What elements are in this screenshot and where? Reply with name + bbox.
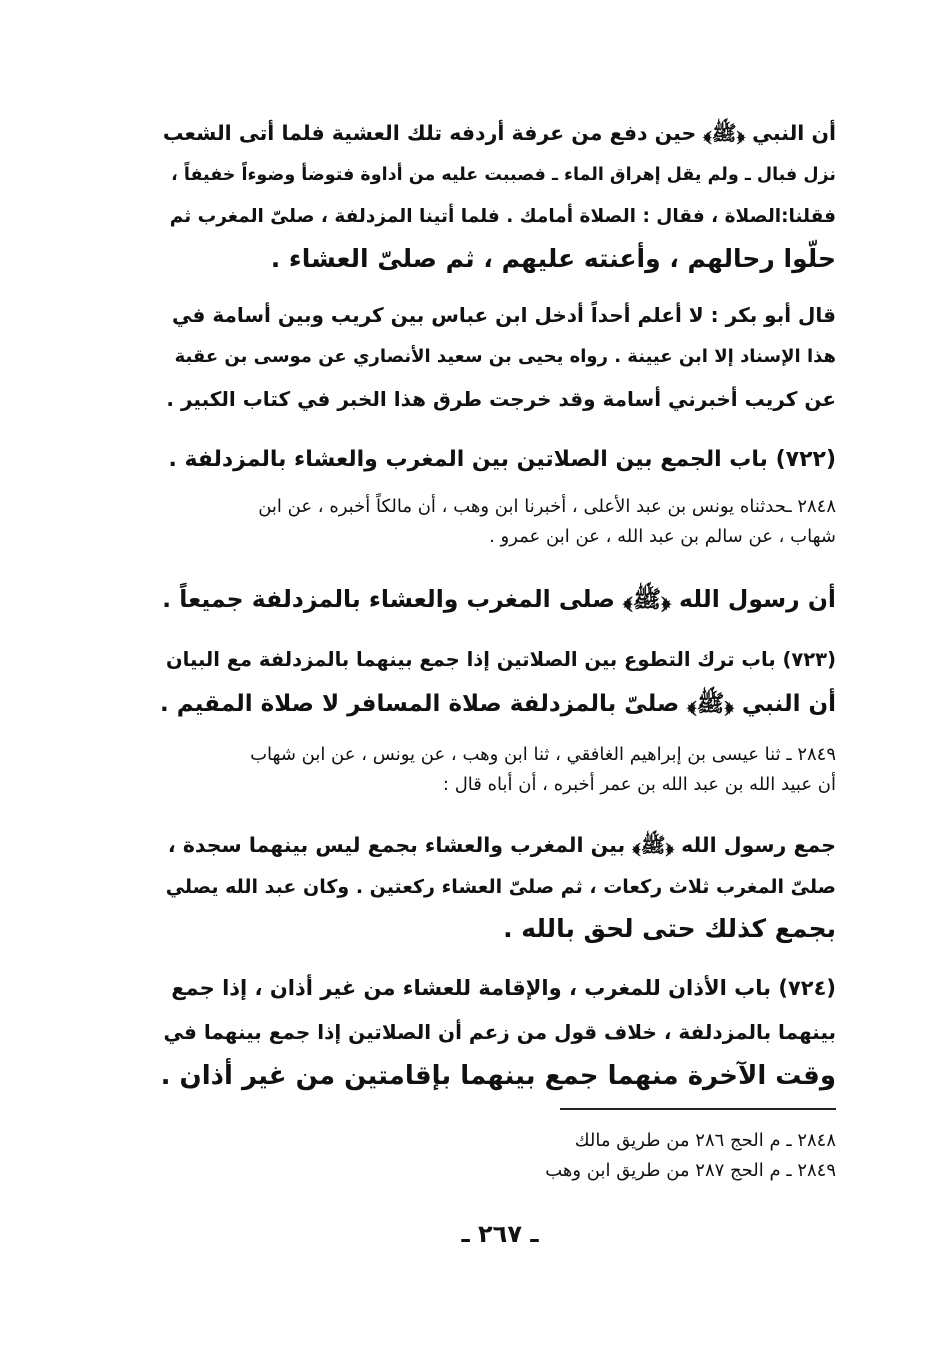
heading-line: وقت الآخرة منهما جمع بينهما بإقامتين من غير أذان . [160, 1061, 836, 1091]
text-line: قال أبو بكر : لا أعلم أحداً أدخل ابن عباس بين كريب وبين أسامة في [172, 303, 836, 327]
paragraph-hadith-text-2849 [160, 824, 836, 950]
footnotes [500, 1126, 836, 1186]
text-line: ٢٨٤٩ ـ ثنا عيسى بن إبراهيم الغافقي ، ثنا ابن وهب ، عن يونس ، عن ابن شهاب [250, 744, 836, 765]
text-line: أن عبيد الله بن عبد الله بن عمر أخبره ، أن أباه قال : [442, 774, 836, 795]
heading-line: بينهما بالمزدلفة ، خلاف قول من زعم أن الصلاتين إذا جمع بينهما في [163, 1020, 836, 1044]
heading-line: أن النبي ﴿ﷺ﴾ صلىّ بالمزدلفة صلاة المسافر لا صلاة المقيم . [160, 691, 836, 717]
text-line: حلّوا رحالهم ، وأعنته عليهم ، ثم صلىّ العشاء . [270, 244, 836, 273]
chapter-heading-723 [160, 638, 836, 726]
hadith-2849-isnad [160, 740, 836, 800]
text-line: جمع رسول الله ﴿ﷺ﴾ بين المغرب والعشاء بجمع ليس بينهما سجدة ، [167, 833, 836, 857]
footnote-2849: ٢٨٤٩ ـ م الحج ٢٨٧ من طريق ابن وهب [545, 1160, 836, 1181]
text-line: عن كريب أخبرني أسامة وقد خرجت طرق هذا الخبر في كتاب الكبير . [166, 387, 836, 411]
chapter-heading-722 [160, 438, 836, 482]
text-line: نزل فبال ـ ولم يقل إهراق الماء ـ فصببت عليه من أداوة فتوضأ وضوءاً خفيفاً ، [171, 165, 836, 185]
paragraph-hadith-text-1 [160, 112, 836, 280]
footnote-2848: ٢٨٤٨ ـ م الحج ٢٨٦ من طريق مالك [574, 1130, 836, 1151]
text-line: شهاب ، عن سالم بن عبد الله ، عن ابن عمرو . [489, 526, 836, 547]
text-line: بجمع كذلك حتى لحق بالله . [503, 914, 836, 943]
chapter-heading-724 [160, 966, 836, 1098]
text-line: ٢٨٤٨ ـحدثناه يونس بن عبد الأعلى ، أخبرنا ابن وهب ، أن مالكاً أخبره ، عن ابن [258, 496, 836, 517]
heading-line: (٧٢٤) باب الأذان للمغرب ، والإقامة للعشاء من غير أذان ، إذا جمع [171, 976, 836, 1000]
page-number: ـ ٢٦٧ ـ [461, 1220, 539, 1248]
paragraph-hadith-text-2848 [160, 578, 836, 620]
text-line: صلىّ المغرب ثلاث ركعات ، ثم صلىّ العشاء ركعتين . وكان عبد الله يصلي [165, 876, 836, 898]
text-line: أن رسول الله ﴿ﷺ﴾ صلى المغرب والعشاء بالمزدلفة جميعاً . [162, 585, 836, 613]
paragraph-abu-bakr-comment [160, 294, 836, 420]
hadith-2848-isnad [160, 492, 836, 552]
footnote-divider [560, 1108, 836, 1110]
text-line: فقلنا:الصلاة ، فقال : الصلاة أمامك . فلما أتينا المزدلفة ، صلىّ المغرب ثم [169, 206, 836, 227]
heading-line: (٧٢٣) باب ترك التطوع بين الصلاتين إذا جمع بينهما بالمزدلفة مع البيان [166, 648, 836, 671]
text-line: هذا الإسناد إلا ابن عيينة . رواه يحيى بن سعيد الأنصاري عن موسى بن عقبة [174, 346, 836, 367]
heading-line: (٧٢٢) باب الجمع بين الصلاتين بين المغرب والعشاء بالمزدلفة . [168, 447, 836, 472]
text-line: أن النبي ﴿ﷺ﴾ حين دفع من عرفة أردفه تلك العشية فلما أتى الشعب [162, 121, 836, 145]
